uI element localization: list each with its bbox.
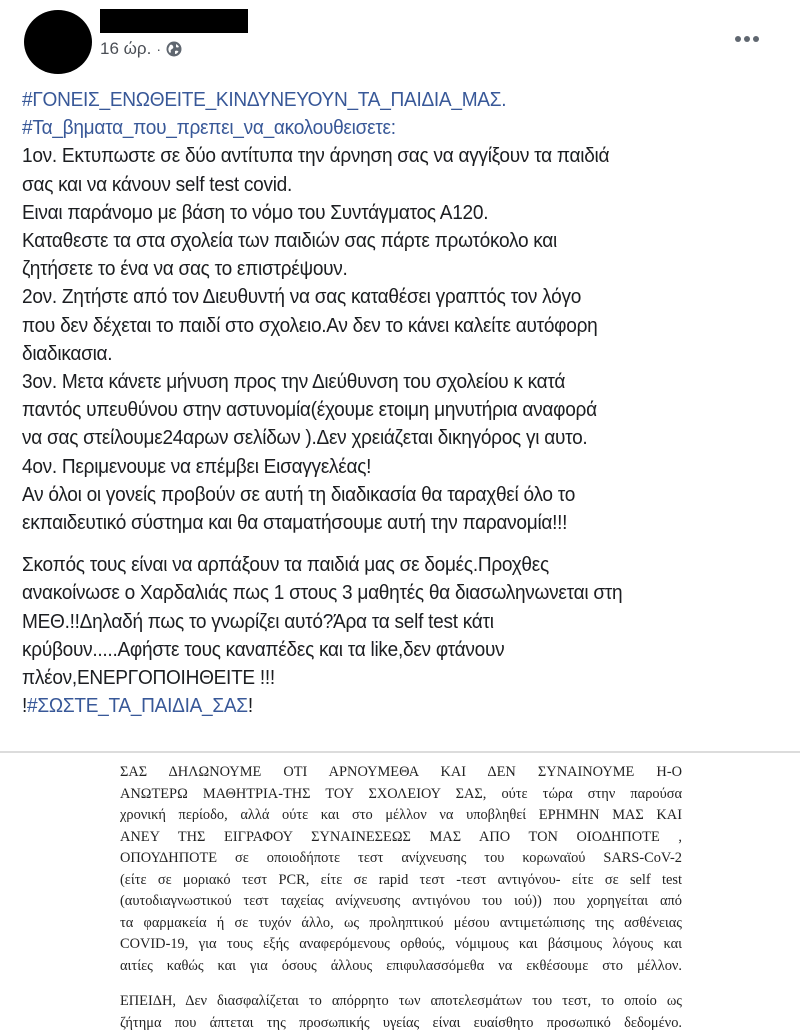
document-line: τα φαρμακεία ή σε τυχόν άλλο, ως προληπτικού μέσου αντιμετώπισης της ασθένειας xyxy=(120,913,682,935)
post-line: Σκοπός τους είναι να αρπάξουν τα παιδιά μας σε δομές.Προχθες xyxy=(22,551,738,579)
post-line: να σας στείλουμε24αρων σελίδων ).Δεν χρειάζεται δικηγόρος γι αυτο. xyxy=(22,424,738,452)
paragraph-gap xyxy=(22,537,792,551)
document-line: (αυτοδιαγνωστικού τεστ ταχείας ανίχνευσης αντιγόνου του ιού)) που χορηγείται από xyxy=(120,891,682,913)
hashtag-link[interactable]: #ΓΟΝΕΙΣ_ΕΝΩΘΕΙΤΕ_ΚΙΝΔΥΝΕΥΟΥΝ_ΤΑ_ΠΑΙΔΙΑ_ΜΑΣ. xyxy=(22,86,738,114)
post-header xyxy=(0,0,800,80)
final-hashtag-line xyxy=(22,692,738,720)
post-line: διαδικασια. xyxy=(22,340,738,368)
document-line: COVID-19, για τους εξής αναφερόμενους ορθούς, νόμιμους και βάσιμους λόγους και xyxy=(120,934,682,956)
post-line: 3ον. Μετα κάνετε μήνυση προς την Διεύθυνση του σχολείου κ κατά xyxy=(22,368,738,396)
post-line: 2ον. Ζητήστε από τον Διευθυντή να σας καταθέσει γραπτός τον λόγο xyxy=(22,283,738,311)
post-line: κρύβουν.....Αφήστε τους καναπέδες και τα like,δεν φτάνουν xyxy=(22,636,738,664)
post-meta xyxy=(100,39,182,59)
document-line: ΕΠΕΙΔΗ, Δεν διασφαλίζεται το απόρρητο των αποτελεσμάτων του τεστ, το οποίο ως xyxy=(120,991,682,1013)
post-line: Ειναι παράνομο με βάση το νόμο του Συντάγματος Α120. xyxy=(22,199,738,227)
document-line: ΑΝΩΤΕΡΩ ΜΑΘΗΤΡΙΑ-ΤΗΣ ΤΟΥ ΣΧΟΛΕΙΟΥ ΣΑΣ, ούτε τώρα στην παρούσα xyxy=(120,784,682,806)
post-line: πλέον,ΕΝΕΡΓΟΠΟΙΗΘΕΙΤΕ !!! xyxy=(22,664,738,692)
post-line: σας και να κάνουν self test covid. xyxy=(22,171,738,199)
document-line: χρονική περίοδο, αλλά ούτε και στο μέλλον να υποβληθεί ΕΡΗΜΗΝ ΜΑΣ ΚΑΙ xyxy=(120,805,682,827)
post-line: Καταθεστε τα στα σχολεία των παιδιών σας πάρτε πρωτόκολο και xyxy=(22,227,738,255)
post-line: εκπαιδευτικό σύστημα και θα σταματήσουμε αυτή την παρανομία!!! xyxy=(22,509,738,537)
post-line: 1ον. Εκτυπωστε σε δύο αντίτυπα την άρνηση σας να αγγίξουν τα παιδιά xyxy=(22,142,738,170)
document-line: αιτίες καθώς και για όσους άλλους επιφυλασσόμεθα να εκθέσουμε στο μέλλον. xyxy=(120,956,682,978)
hashtag-link[interactable]: #ΣΩΣΤΕ_ΤΑ_ΠΑΙΔΙΑ_ΣΑΣ xyxy=(27,694,248,717)
meta-separator: · xyxy=(156,41,161,57)
avatar[interactable] xyxy=(24,10,92,74)
post-line: που δεν δέχεται το παιδί στο σχολειο.Αν δεν το κάνει καλείτε αυτόφορη xyxy=(22,312,738,340)
document-line: (είτε σε μοριακό τεστ PCR, είτε σε rapid τεστ -τεστ αντιγόνου- είτε σε self test xyxy=(120,870,682,892)
document-line: ΟΠΟΥΔΗΠΟΤΕ σε οποιοδήποτε τεστ ανίχνευσης του κορωναϊού SARS-CoV-2 xyxy=(120,848,682,870)
document-line: ΣΑΣ ΔΗΛΩΝΟΥΜΕ ΟΤΙ ΑΡΝΟΥΜΕΘΑ ΚΑΙ ΔΕΝ ΣΥΝΑΙΝΟΥΜΕ Η-Ο xyxy=(120,762,682,784)
exclamation-prefix: ! xyxy=(22,694,27,717)
hashtag-link[interactable]: #Τα_βηματα_που_πρεπει_να_ακολουθεισετε: xyxy=(22,114,738,142)
post-line: Αν όλοι οι γονείς προβούν σε αυτή τη διαδικασία θα ταραχθεί όλο το xyxy=(22,481,738,509)
post-line: 4ον. Περιμενουμε να επέμβει Εισαγγελέας! xyxy=(22,453,738,481)
post-line: ζητήσετε το ένα να σας το επιστρέψουν. xyxy=(22,255,738,283)
attached-document-image[interactable] xyxy=(120,762,682,1034)
more-options-icon[interactable] xyxy=(732,32,762,46)
post-line: ανακοίνωσε ο Χαρδαλιάς πως 1 στους 3 μαθητές θα διασωληνωνεται στη xyxy=(22,579,738,607)
image-divider xyxy=(0,751,800,753)
exclamation-suffix: ! xyxy=(248,694,253,717)
globe-icon xyxy=(166,41,182,57)
document-line: ΑΝΕΥ ΤΗΣ ΕΙΓΡΑΦΟΥ ΣΥΝΑΙΝΕΣΕΩΣ ΜΑΣ ΑΠΟ ΤΟΝ ΟΙΟΔΗΠΟΤΕ , xyxy=(120,827,682,849)
document-line: ζήτημα που άπτεται της προσωπικής υγείας είναι ευαίσθητο προσωπικό δεδομένο. xyxy=(120,1013,682,1034)
post-line: παντός υπευθύνου στην αστυνομία(έχουμε ετοιμη μηνυτήρια αναφορά xyxy=(22,396,738,424)
paragraph-gap xyxy=(120,977,682,991)
author-name-redacted[interactable] xyxy=(100,9,248,33)
post-body xyxy=(22,86,792,720)
post-line: ΜΕΘ.!!Δηλαδή πως το γνωρίζει αυτό?Άρα τα self test κάτι xyxy=(22,608,738,636)
post-timestamp[interactable]: 16 ώρ. xyxy=(100,39,151,59)
